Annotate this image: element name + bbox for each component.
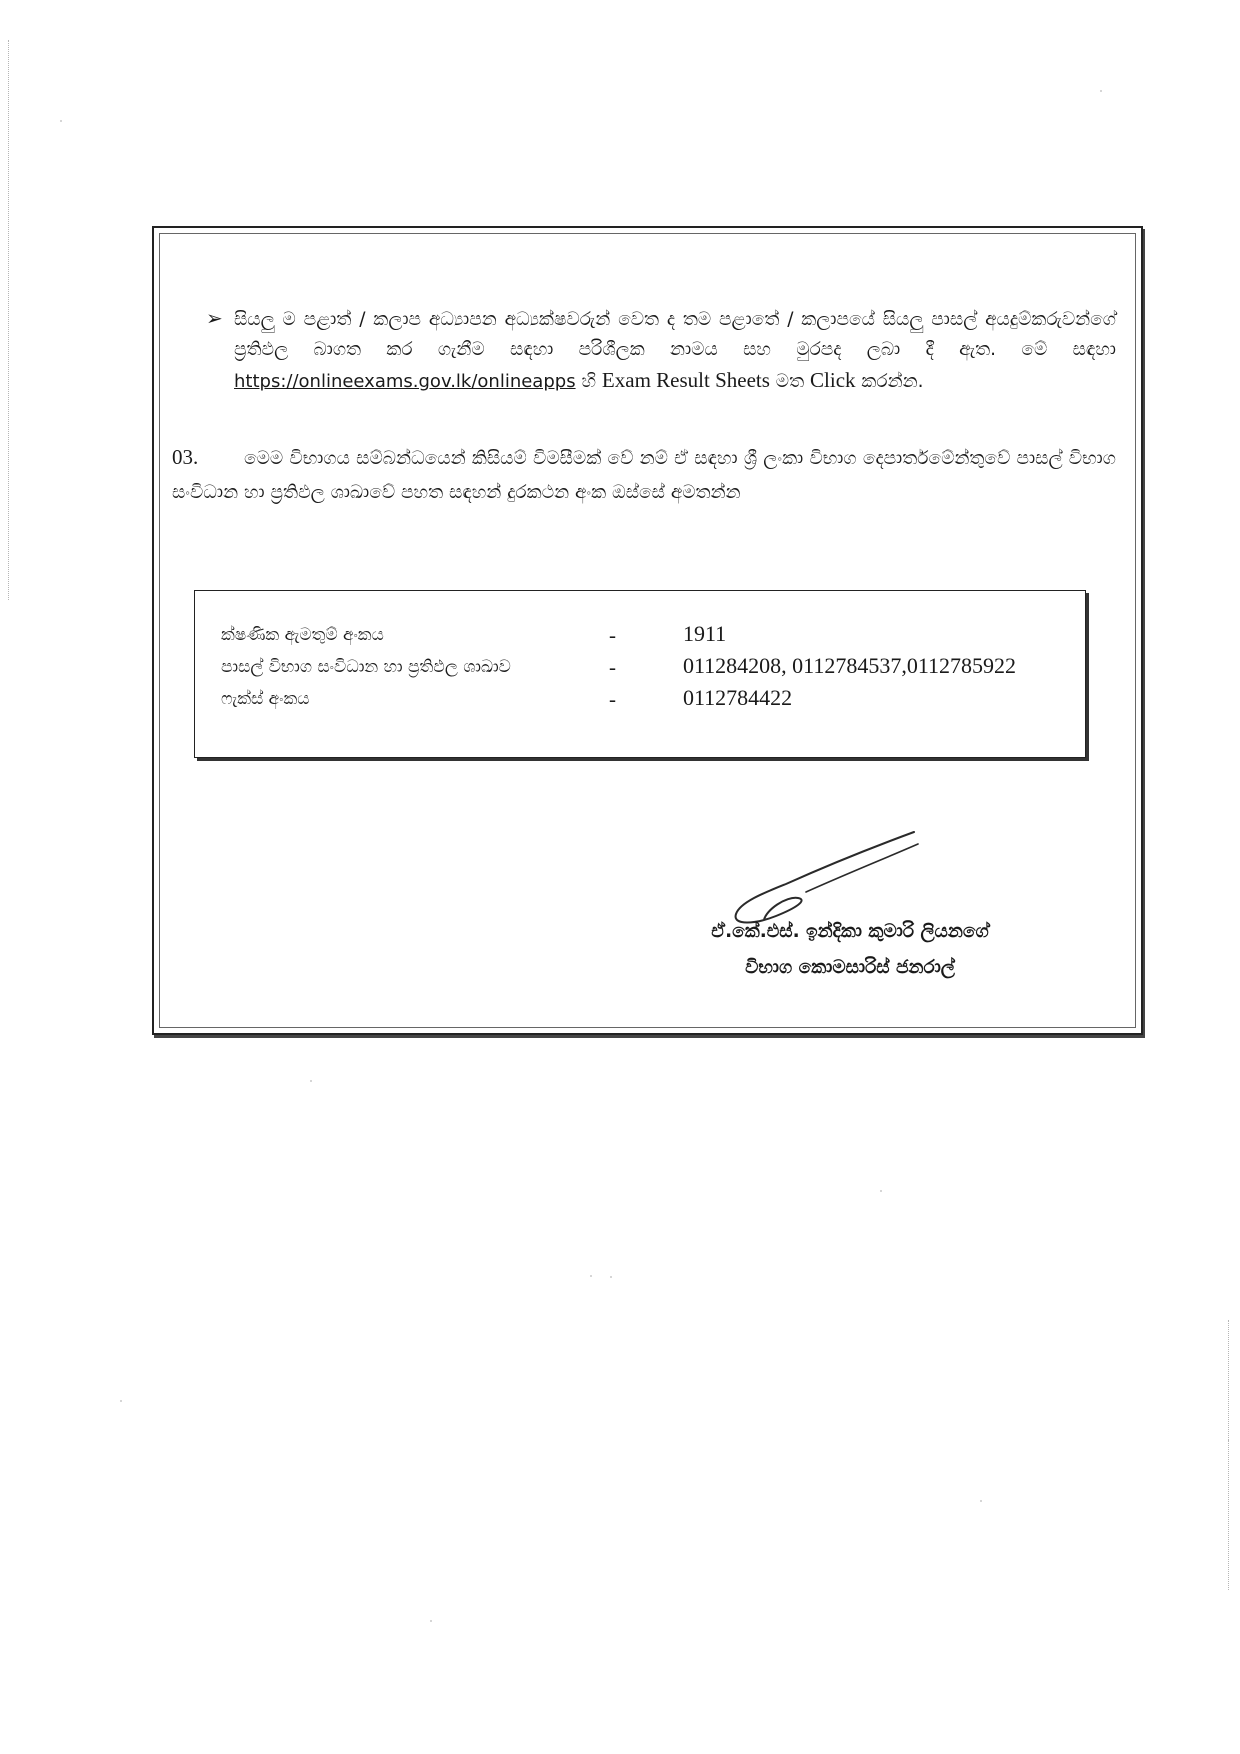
bullet-text-mid: හි — [581, 371, 597, 392]
contact-value: 011284208, 0112784537,0112785922 — [683, 653, 1017, 678]
contact-separator: - — [609, 687, 616, 711]
scan-speck — [60, 120, 62, 122]
scan-edge-right-lower — [1228, 1440, 1230, 1590]
bullet-text-mid2: මත — [775, 371, 805, 392]
scan-speck — [1100, 90, 1102, 92]
contact-row-fax — [221, 685, 1081, 717]
scan-speck — [430, 1620, 432, 1622]
section-03-text: මෙම විභාගය සම්බන්ධයෙන් කිසියම් විමසීමක් වේ නම් ඒ සඳහා ශ්‍රී ලංකා විභාග දෙපාර්තමේන්තුවේ පාසල් විභාග සංවිධාන හා ප්‍රතිඵල ශාඛාවේ පහත සඳහන් දුරකථන අංක ඔස්සේ අමතන්න — [172, 448, 1116, 503]
contact-numbers-box — [194, 590, 1086, 758]
bullet-text-intro: සියලු ම පළාත් / කලාප අධ්‍යාපන අධ්‍යක්ෂවරුන් වෙත ද තම පළාතේ / කලාපයේ සියලු පාසල් අයදුම්කරුවන්ගේ ප්‍රතිඵල බාගත කර ගැනීම සඳහා පරිශීලක නාමය සහ මුරපද ලබා දී ඇත. මේ සඳහා — [234, 309, 1116, 360]
contact-label: ක්ෂණික ඇමතුම් අංකය — [221, 625, 384, 645]
online-exams-link[interactable]: https://onlineexams.gov.lk/onlineapps — [234, 371, 576, 392]
click-text: Click — [810, 368, 856, 392]
scan-speck — [590, 1275, 592, 1277]
signatory-name: ඒ.කේ.එස්. ඉන්දිකා කුමාරි ලියනගේ — [711, 921, 989, 942]
contact-label: පාසල් විභාග සංවිධාන හා ප්‍රතිඵල ශාඛාව — [221, 657, 511, 677]
contact-separator: - — [609, 655, 616, 679]
scan-edge-left — [8, 40, 10, 600]
scan-speck — [880, 1190, 882, 1192]
scan-speck — [610, 1276, 612, 1278]
contact-separator: - — [609, 623, 616, 647]
instruction-bullet — [206, 305, 1116, 397]
scan-speck — [120, 1400, 122, 1402]
contact-row-hotline — [221, 621, 1081, 653]
arrow-bullet-icon: ➢ — [206, 306, 223, 330]
instruction-bullet-text — [234, 305, 1116, 397]
bullet-text-end: කරන්න. — [861, 371, 924, 392]
scan-speck — [310, 1080, 312, 1082]
contact-label: ෆැක්ස් අංකය — [221, 689, 310, 709]
contact-row-branch — [221, 653, 1081, 685]
section-number: 03. — [172, 445, 199, 469]
contact-value: 1911 — [683, 621, 727, 646]
signatory-block — [600, 914, 1100, 986]
exam-result-sheets-text: Exam Result Sheets — [601, 368, 770, 392]
signatory-title: විභාග කොමසාරිස් ජනරාල් — [745, 957, 955, 978]
scan-speck — [980, 1500, 982, 1502]
section-03-paragraph — [172, 440, 1116, 510]
contact-value: 0112784422 — [683, 685, 793, 710]
